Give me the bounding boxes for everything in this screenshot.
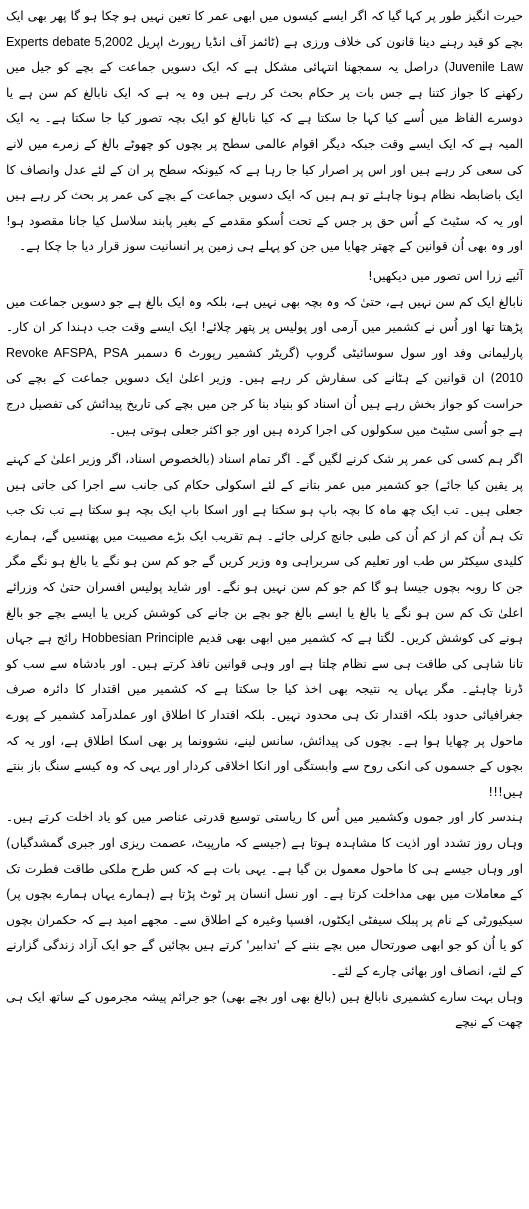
- section-heading: آئیے زرا اس تصور میں دیکھیں!: [367, 268, 523, 283]
- paragraph-3-text-a: اگر ہم کسی کی عمر پر شک کرنے لگیں گے۔ اگر تمام اسناد (بالخصوص اسناد، اگر وزیر اعلیٰ کے کہنے پر یقین کیا جائے) جو کشمیر میں عمر بتانے کے لئے اسکولی حکام کی جانب سے اجرا کی جاتی ہیں جعلی ہیں۔ تب ایک چھ ماہ کا بچہ باپ ہو سکتا ہے اور اسکا باپ ایک بچہ ہو سکتا ہے تب تک جب تک ہم اُن کم از کم اُن کی طبی جانچ کرلی جائے۔ ہم تقریب ایک بڑے مصیبت میں پھنسیں گے، ہمارے کلیدی سیکٹر س طب اور تعلیم کی سربراہی وہ وزیر کریں گے جو کم سن ہو نگے یا بالغ ہو نگے مگر جن کا روبہ بچوں جیسا ہو گا کم جو کم سن نہیں ہو نگے۔ اور شاید پولیس افسران حتیٰ کہ وزرائے اعلیٰ تک کم سن ہو نگے یا بالغ یا ایسے بالغ جو بچے بن جانے کی کوشش کریں یا ایسے بچے جو بالغ ہونے کی کوشش کریں۔ لگتا ہے کہ کشمیر میں ابھی بھی قدیم: [6, 452, 523, 646]
- paragraph-5-text: وہاں بہت سارے کشمیری نابالغ ہیں (بالغ بھی اور بچے بھی) جو جرائم پیشہ مجرموں کے ساتھ ایک ہی چھت کے نیچے: [6, 989, 523, 1030]
- paragraph-2: [6, 290, 523, 444]
- paragraph-1-text-b: ) دراصل یہ سمجھنا انتہائی مشکل ہے کہ ایک دسویں جماعت کے بچے کو جیل میں رکھنے کا جواز کتنا ہے جس بات پر حکام بحث کر رہے ہیں وہ یہ ہے کہ ایک نابالغ کم سن ہے یا دوسرے الفاظ میں اُسے کیا کہا جا سکتا ہے کہ کیا نابالغ کو ایک بچہ تصور کیا جا سکتا ہے۔ یہ ایک المیہ ہے کہ ایک ایسے وقت جبکہ دیگر اقوام عالمی سطح پر بچوں کو چھوٹے بالغ کے زمرے میں لانے کی سعی کر رہے ہیں اور اس پر اصرار کیا جا رہا ہے کہ کیونکہ سطح پر ان کے لئے عدل وانصاف کا ایک باضابطہ نظام ہونا چاہئے تو ہم ہیں کہ ایک دسویں جماعت کے بچے کی عمر پر بحث کر رہے ہیں اور یہ کہ سٹیٹ کے اُس حق پر جس کے تحت اُسکو مقدمے کے بغیر پابند سلاسل کیا جانا مقصود ہو! اور وہ بھی اُن قوانین کے چھتر چھایا میں جن کو پہلے ہی زمین پر انسانیت سوز قرار دیا جا چکا ہے۔: [6, 60, 523, 254]
- paragraph-4: [6, 805, 523, 984]
- paragraph-1: [6, 4, 523, 260]
- paragraph-3: [6, 447, 523, 805]
- term-juvenile-law: Juvenile Law: [448, 60, 524, 75]
- paragraph-5: [6, 985, 523, 1036]
- paragraph-2-text-b: ) ان قوانین کے ہٹانے کی سفارش کر رہے ہیں۔ وزیر اعلیٰ ایک دسویں جماعت کے بچے کی حراست کو جواز بخش رہے ہیں اُن اسناد کو بنیاد بنا کر جن میں بچے کی تاریخ پیدائش کی تفصیل درج ہے جو اُسی سٹیٹ میں سکولوں کی اجرا کردہ ہیں اور جو اکثر جعلی ہوتی ہیں۔: [6, 371, 523, 437]
- paragraph-1-text-a: حیرت انگیز طور پر کہا گیا کہ اگر ایسے کیسوں میں ابھی عمر کا تعین نہیں ہو چکا ہو گا پھر بھی ایک بچے کو قید رہنے دینا قانون کی خلاف ورزی ہے (ٹائمز آف انڈیا رپورٹ اپریل: [6, 9, 523, 49]
- citation-revoke-afspa: Revoke AFSPA, PSA 2010: [6, 345, 523, 386]
- paragraph-2-text-a: نابالغ ایک کم سن نہیں ہے، حتیٰ کہ وہ بچہ بھی نہیں ہے، بلکہ وہ ایک بالغ ہے جو دسویں جماعت میں پڑھتا تھا اور اُس نے کشمیر میں آرمی اور پولیس پر پتھر چلائے! ایک ایسے وقت جب دہندا کر ان کار۔ پارلیمانی وفد اور سول سوسائیٹی گروپ (گریٹر کشمیر رپورٹ 6 دسمبر: [6, 294, 523, 360]
- paragraph-4-text: ہندسر کار اور جموں وکشمیر میں اُس کا ریاستی توسیع قدرتی عناصر میں کو یاد اخلت کرتے ہیں۔ وہاں روز تشدد اور اذیت کا مشاہدہ ہوتا ہے (جیسے کہ مارپیٹ، عصمت ریزی اور جبری گمشدگیاں) اور وہاں جیسے ہی کا ماحول معمول بن گیا ہے۔ یہی بات ہے کہ کس طرح ملکی طاقت فطرت تک کے معاملات میں بھی مداخلت کرتا ہے۔ اور نسل انسان پر ٹوٹ پڑتا ہے (ہمارے یہاں ہمارے بچوں پر) سیکیورٹی کے نام پر پبلک سیفٹی ایکٹوں، افسپا وغیرہ کے اطلاق سے۔ مجھے امید ہے کہ حکمران بچوں کو یا اُن کو جو ابھی صورتحال میں بچے بننے کے 'تدابیر' کرتے ہیں بچائیں گے جو ایک آزاد زندگی گزارنے کے لئے، انصاف اور بھائی چارے کے لئے۔: [6, 810, 523, 978]
- paragraph-3-text-b: رائج ہے جہاں تانا شاہی کی طاقت ہی سے نظام چلتا ہے اور وہی قوانین نافذ کرتے ہیں۔ اور بادشاہ سے سب کو ڈرنا چاہئے۔ مگر یہاں یہ نتیجہ بھی اخذ کیا جا سکتا ہے کہ کشمیر میں اقتدار کا دائرہ صرف جغرافیائی حدود بلکہ اقتدار تک ہی محدود نہیں۔ بلکہ اقتدار کا اطلاق اور عملدرآمد کشمیر کے پورے ماحول پر چھایا ہوا ہے۔ بچوں کی پیدائش، سانس لینے، نشوونما پر بھی اسکا اطلاق ہے، اور یہ کہ بچوں کے جسموں کی انکی روح سے وابستگی اور انکا اخلاقی کردار اور یہی کہ وہ کیسے سنگ باز بنتے ہیں!!!: [6, 631, 523, 799]
- citation-experts-debate: Experts debate 5,2002: [6, 34, 133, 49]
- term-hobbesian-principle: Hobbesian Principle: [81, 631, 194, 646]
